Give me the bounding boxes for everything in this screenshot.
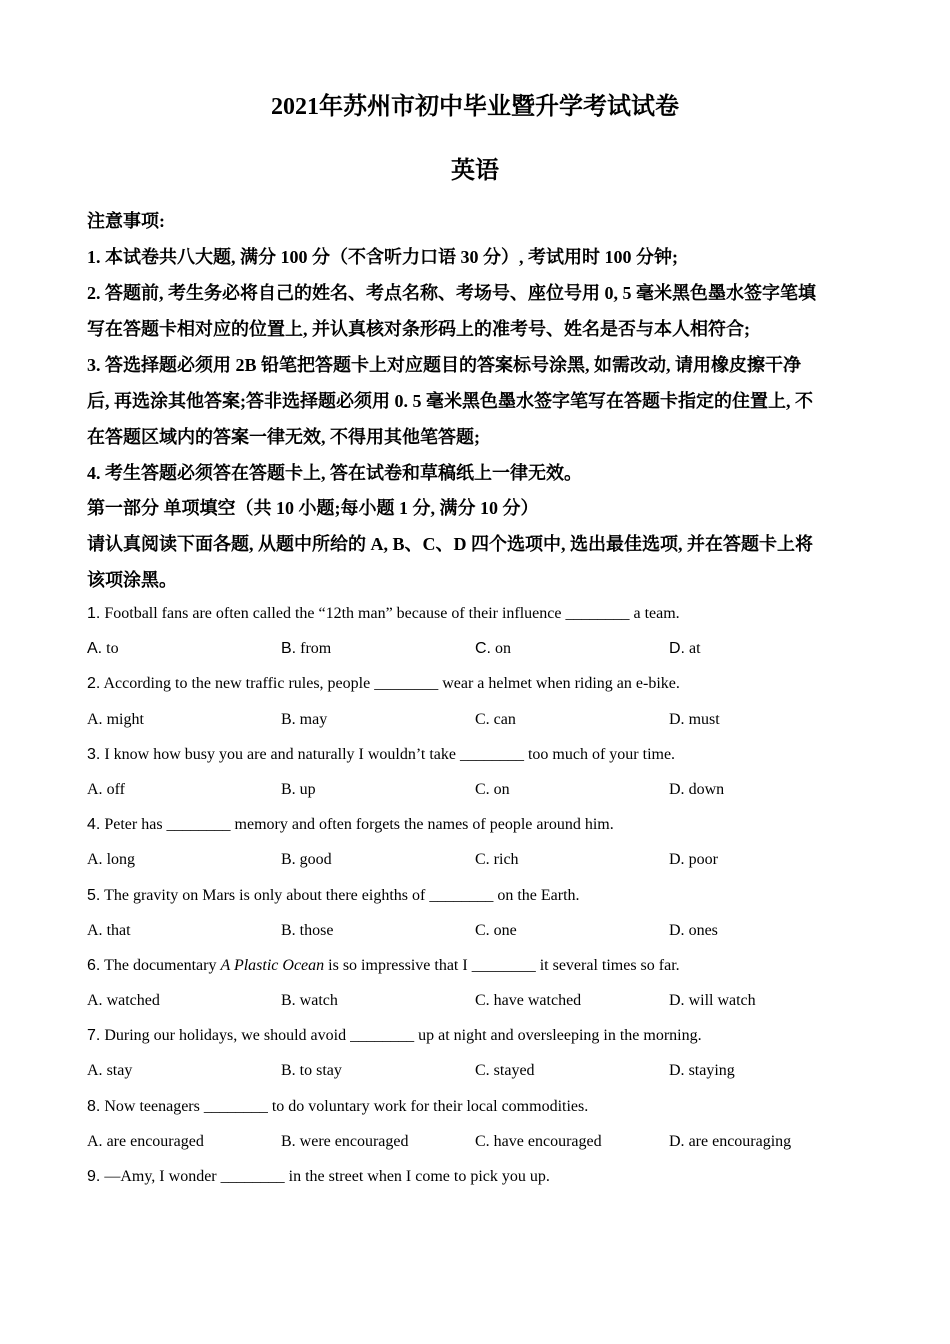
question-8	[87, 1089, 867, 1124]
question-text-italic: A Plastic Ocean	[220, 956, 325, 974]
options-3	[87, 772, 867, 807]
question-text-after: is so impressive that I ________ it several times so far.	[324, 956, 680, 974]
question-9	[87, 1159, 867, 1194]
option-c	[475, 1124, 602, 1159]
option-text: up	[299, 780, 316, 798]
question-number: 3.	[87, 745, 101, 763]
options-1	[87, 631, 867, 666]
option-d	[669, 842, 718, 877]
option-label: C.	[475, 921, 490, 939]
option-text: those	[299, 921, 334, 939]
option-text: on	[495, 640, 511, 658]
option-text: one	[493, 921, 517, 939]
option-a	[87, 913, 131, 948]
section-heading: 第一部分 单项填空（共 10 小题;每小题 1 分, 满分 10 分）	[87, 498, 539, 518]
option-label: D.	[669, 992, 685, 1010]
section-instruction: 该项涂黑。	[87, 570, 177, 590]
option-label: B.	[281, 1062, 296, 1080]
option-b	[281, 702, 327, 737]
question-text-before: The documentary	[104, 956, 221, 974]
question-text: Now teenagers ________ to do voluntary work for their local commodities.	[104, 1097, 589, 1115]
question-text: During our holidays, we should avoid ________ up at night and oversleeping in the morning.	[104, 1027, 702, 1045]
notes-line: 1. 本试卷共八大题, 满分 100 分（不含听力口语 30 分）, 考试用时 100 分钟;	[87, 247, 678, 267]
notes-heading: 注意事项:	[87, 211, 165, 231]
question-number: 8.	[87, 1097, 101, 1115]
question-text: Peter has ________ memory and often forgets the names of people around him.	[104, 816, 614, 834]
option-c	[475, 983, 581, 1018]
option-b	[281, 1124, 409, 1159]
option-text: are encouraging	[688, 1132, 792, 1150]
option-label: C.	[475, 710, 490, 728]
option-text: poor	[688, 851, 718, 869]
option-label: D.	[669, 640, 685, 658]
option-a	[87, 842, 135, 877]
option-b	[281, 983, 338, 1018]
question-list	[87, 596, 867, 1194]
options-7	[87, 1053, 867, 1088]
question-text: —Amy, I wonder ________ in the street when I come to pick you up.	[104, 1168, 550, 1185]
option-label: C.	[475, 851, 490, 869]
option-label: B.	[281, 992, 296, 1010]
option-text: staying	[688, 1062, 735, 1080]
option-text: might	[106, 710, 144, 728]
option-text: to stay	[299, 1062, 342, 1080]
option-text: must	[688, 710, 720, 728]
question-number: 1.	[87, 605, 101, 622]
option-text: may	[299, 710, 328, 728]
question-4	[87, 807, 867, 842]
option-text: long	[106, 851, 136, 869]
options-8	[87, 1124, 867, 1159]
option-text: to	[106, 640, 119, 658]
option-text: are encouraged	[106, 1132, 204, 1150]
question-3	[87, 737, 867, 772]
option-text: can	[493, 710, 516, 728]
option-text: have watched	[493, 992, 582, 1010]
option-label: B.	[281, 780, 296, 798]
option-label: B.	[281, 640, 297, 658]
option-text: ones	[688, 921, 718, 939]
option-a	[87, 1124, 204, 1159]
options-6	[87, 983, 867, 1018]
option-c	[475, 702, 516, 737]
notes-line: 后, 再选涂其他答案;答非选择题必须用 0. 5 毫米黑色墨水签字笔写在答题卡指定的住置上, 不	[87, 391, 813, 411]
option-label: D.	[669, 1062, 685, 1080]
question-7	[87, 1018, 867, 1053]
notes-line: 3. 答选择题必须用 2B 铅笔把答题卡上对应题目的答案标号涂黑, 如需改动, 请用橡皮擦干净	[87, 355, 802, 375]
notes-line: 写在答题卡相对应的位置上, 并认真核对条形码上的准考号、姓名是否与本人相符合;	[87, 319, 750, 339]
question-2	[87, 666, 867, 701]
option-c	[475, 1053, 535, 1088]
question-1	[87, 596, 867, 631]
option-text: off	[106, 780, 125, 798]
option-label: C.	[475, 640, 491, 658]
exam-title: 2021年苏州市初中毕业暨升学考试试卷	[271, 94, 679, 120]
options-2	[87, 702, 867, 737]
option-label: A.	[87, 992, 103, 1010]
option-text: at	[689, 640, 701, 658]
option-label: A.	[87, 1062, 103, 1080]
option-d	[669, 702, 720, 737]
option-b	[281, 842, 332, 877]
option-b	[281, 1053, 342, 1088]
question-5	[87, 878, 867, 913]
option-a	[87, 983, 160, 1018]
option-a	[87, 631, 119, 666]
option-a	[87, 772, 125, 807]
option-label: D.	[669, 1132, 685, 1150]
option-b	[281, 631, 331, 666]
option-label: A.	[87, 710, 103, 728]
option-label: A.	[87, 780, 103, 798]
question-number: 4.	[87, 816, 101, 834]
option-label: C.	[475, 1062, 490, 1080]
section-instruction: 请认真阅读下面各题, 从题中所给的 A, B、C、D 四个选项中, 选出最佳选项, 并在答题卡上将	[87, 534, 813, 554]
option-label: C.	[475, 992, 490, 1010]
option-label: D.	[669, 851, 685, 869]
option-text: that	[106, 921, 131, 939]
option-label: B.	[281, 710, 296, 728]
option-d	[669, 983, 756, 1018]
option-d	[669, 1053, 735, 1088]
notes-line: 在答题区域内的答案一律无效, 不得用其他笔答题;	[87, 427, 480, 447]
option-c	[475, 842, 519, 877]
option-a	[87, 1053, 132, 1088]
options-4	[87, 842, 867, 877]
option-text: were encouraged	[299, 1132, 409, 1150]
option-text: will watch	[688, 992, 756, 1010]
option-d	[669, 1124, 791, 1159]
option-text: watch	[299, 992, 338, 1010]
option-label: B.	[281, 851, 296, 869]
subject-title: 英语	[451, 158, 499, 184]
notes-line: 2. 答题前, 考生务必将自己的姓名、考点名称、考场号、座位号用 0, 5 毫米黑色墨水签字笔填	[87, 283, 816, 303]
option-c	[475, 631, 511, 666]
option-text: on	[493, 780, 510, 798]
options-5	[87, 913, 867, 948]
option-text: down	[688, 780, 725, 798]
part-one-section	[87, 490, 867, 598]
notes-line: 4. 考生答题必须答在答题卡上, 答在试卷和草稿纸上一律无效。	[87, 463, 582, 483]
option-label: C.	[475, 780, 490, 798]
option-d	[669, 631, 701, 666]
option-b	[281, 913, 333, 948]
option-text: good	[299, 851, 332, 869]
question-number: 5.	[87, 886, 101, 904]
option-c	[475, 772, 510, 807]
option-label: A.	[87, 640, 103, 658]
question-text: The gravity on Mars is only about there eighths of ________ on the Earth.	[104, 886, 580, 904]
exam-notes	[87, 203, 867, 491]
option-d	[669, 913, 718, 948]
question-6	[87, 948, 867, 983]
option-a	[87, 702, 144, 737]
option-label: A.	[87, 1132, 103, 1150]
question-text: I know how busy you are and naturally I wouldn’t take ________ too much of your time.	[104, 745, 676, 763]
question-text: Football fans are often called the “12th man” because of their influence ________ a team.	[104, 605, 680, 622]
question-number: 9.	[87, 1168, 101, 1185]
option-text: have encouraged	[493, 1132, 602, 1150]
option-b	[281, 772, 316, 807]
option-text: from	[300, 640, 332, 658]
option-text: stay	[106, 1062, 133, 1080]
option-text: stayed	[493, 1062, 535, 1080]
question-number: 7.	[87, 1027, 101, 1045]
option-text: watched	[106, 992, 160, 1010]
option-d	[669, 772, 724, 807]
option-label: D.	[669, 921, 685, 939]
question-number: 6.	[87, 956, 101, 974]
option-label: D.	[669, 780, 685, 798]
option-label: A.	[87, 921, 103, 939]
question-text: According to the new traffic rules, people ________ wear a helmet when riding an e-bike.	[103, 675, 680, 693]
option-c	[475, 913, 517, 948]
option-label: A.	[87, 851, 103, 869]
option-label: D.	[669, 710, 685, 728]
option-label: C.	[475, 1132, 490, 1150]
option-label: B.	[281, 921, 296, 939]
question-number: 2.	[87, 675, 101, 693]
option-text: rich	[493, 851, 519, 869]
option-label: B.	[281, 1132, 296, 1150]
